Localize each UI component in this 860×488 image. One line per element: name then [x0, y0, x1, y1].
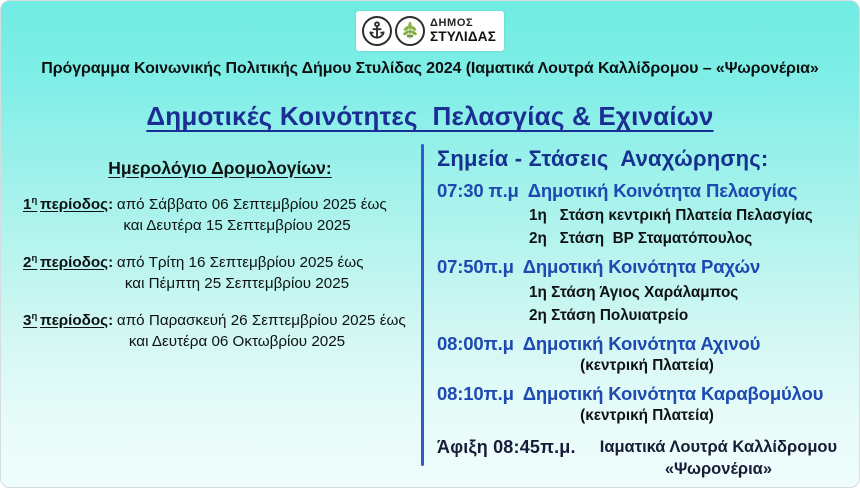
departure-1-time: 07:30 π.μ: [437, 180, 519, 201]
departure-entry-4: [437, 383, 855, 425]
departure-4-note: (κεντρική Πλατεία): [580, 407, 714, 425]
municipality-logo: [356, 11, 504, 51]
departures-heading: Σημεία - Στάσεις Αναχώρησης:: [437, 146, 769, 171]
period-1-line2: και Δευτέρα 15 Σεπτεμβρίου 2025: [123, 217, 351, 235]
period-1-label: $1^\eta$ περίοδος: [23, 194, 109, 214]
municipality-name-line2: ΣΤΥΛΙΔΑΣ: [430, 28, 497, 44]
period-2-label: $2^\eta$ περίοδος: [23, 252, 109, 272]
period-2-line1: $2^\eta$ περίοδος: από Τρίτη 16 Σεπτεμβρίου 2025 έως: [23, 252, 364, 272]
arrival-destination-line1: Ιαματικά Λουτρά Καλλίδρομου: [599, 438, 838, 457]
content-columns: [1, 142, 859, 480]
period-2-line2: και Πέμπτη 25 Σεπτεμβρίου 2025: [124, 275, 350, 293]
period-3-line2: και Δευτέρα 06 Οκτωβρίου 2025: [128, 333, 346, 351]
departures-column: [424, 142, 859, 480]
municipality-name-line1: ΔΗΜΟΣ: [430, 17, 474, 30]
calendar-column: [1, 142, 421, 480]
period-1-line1: $1^\eta$ περίοδος: από Σάββατο 06 Σεπτεμβρίου 2025 έως: [23, 194, 387, 214]
departure-entry-2: [437, 256, 855, 324]
period-entry-3: [23, 309, 417, 353]
period-3-dates: από Παρασκευή 26 Σεπτεμβρίου 2025 έως: [116, 312, 406, 330]
arrival-destination: [600, 437, 837, 480]
departure-2-name: Δημοτική Κοινότητα Ραχών: [522, 256, 761, 278]
departure-4-title: [437, 383, 855, 405]
departure-2-title: [437, 256, 855, 278]
period-3-line1: $3^\eta$ περίοδος: από Παρασκευή 26 Σεπτεμβρίου 2025 έως: [23, 310, 406, 330]
departure-3-time: 08:00π.μ: [437, 332, 514, 354]
period-entry-1: [23, 193, 417, 237]
arrival-time-label: Άφιξη 08:45π.μ.: [437, 437, 576, 458]
period-entry-2: [23, 251, 417, 295]
departure-4-time: 08:10π.μ: [437, 383, 514, 405]
departure-2-stop-1: 1η Στάση Άγιος Χαράλαμπος: [529, 283, 739, 301]
anchor-icon: [362, 16, 392, 46]
arrival-destination-line2: «Ψωρονέρια»: [664, 459, 772, 478]
page-title: Δημοτικές Κοινότητες Πελασγίας & Εχιναίων: [146, 101, 714, 131]
period-1-dates: από Σάββατο 06 Σεπτεμβρίου 2025 έως: [116, 196, 387, 214]
departure-2-time: 07:50π.μ: [437, 256, 514, 278]
departure-1-title: [437, 180, 855, 202]
departure-1-name: Δημοτική Κοινότητα Πελασγίας: [527, 180, 798, 201]
departure-4-name: Δημοτική Κοινότητα Καραβομύλου: [522, 383, 824, 405]
departure-1-stop-2: 2η Στάση BP Σταματόπουλος: [529, 230, 753, 248]
period-3-label: $3^\eta$ περίοδος: [23, 310, 109, 330]
arrival-row: [437, 437, 855, 480]
calendar-heading: Ημερολόγιο Δρομολογίων:: [108, 158, 332, 178]
departure-3-title: [437, 333, 855, 355]
departure-3-name: Δημοτική Κοινότητα Αχινού: [522, 332, 761, 354]
municipality-name: [428, 18, 496, 44]
departure-entry-3: [437, 333, 855, 375]
olive-branch-icon: [395, 16, 425, 46]
departure-2-stop-2: 2η Στάση Πολυιατρείο: [529, 306, 689, 324]
departure-entry-1: [437, 180, 855, 248]
program-subtitle: Πρόγραμμα Κοινωνικής Πολιτικής Δήμου Στυλίδας 2024 (Ιαματικά Λουτρά Καλλίδρομου – «Ψωρονέρια»: [41, 60, 819, 77]
period-2-dates: από Τρίτη 16 Σεπτεμβρίου 2025 έως: [116, 254, 364, 272]
departure-3-note: (κεντρική Πλατεία): [580, 357, 714, 374]
departure-1-stop-1: 1η Στάση κεντρική Πλατεία Πελασγίας: [529, 207, 813, 225]
